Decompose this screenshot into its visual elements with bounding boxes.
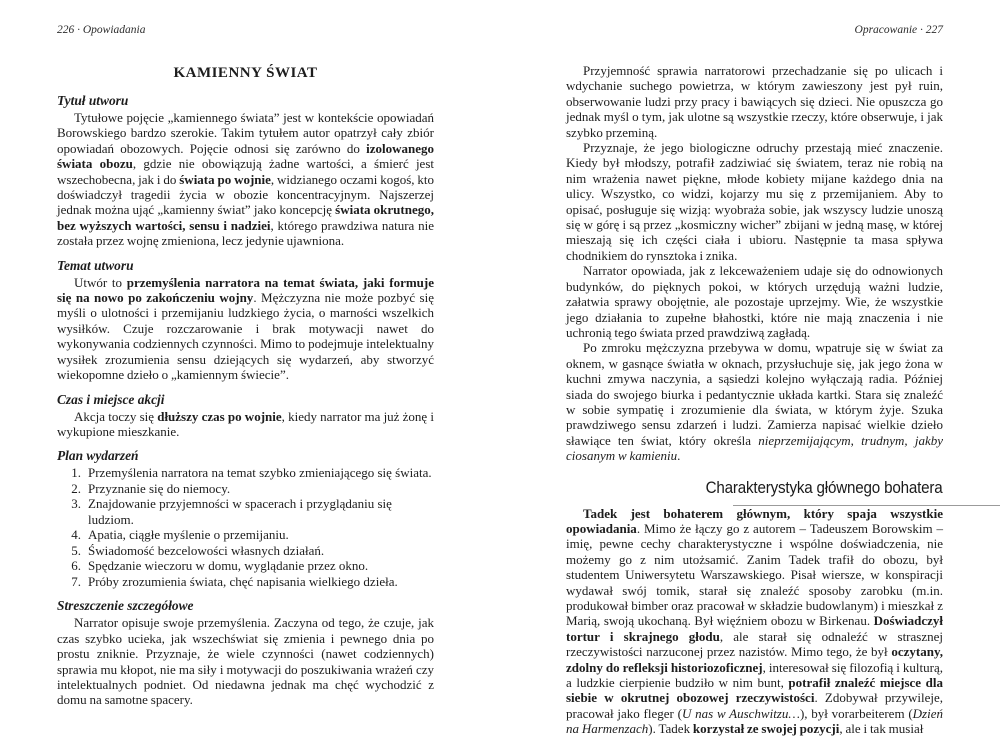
paragraph-walks: Przyjemność sprawia narratorowi przechadzanie się po ulicach i wdychanie suchego powietrza, w którym zawieszony jest pył ruin, obserwowanie ludzi przy pracy i bawiących się dzieci. Nie opuszcza go jednak myśl o tym, jak ulotne są wszystkie rzeczy, które obserwuje, i jak szybko przeminą. — [566, 63, 943, 140]
list-item-number: 4. — [71, 527, 81, 543]
list-item — [65, 558, 434, 574]
list-item — [65, 543, 434, 559]
list-item-number: 1. — [71, 465, 81, 481]
paragraph-streszczenie: Narrator opisuje swoje przemyślenia. Zaczyna od tego, że czuje, jak czas szybko ucieka, jak wszechświat się zmienia i pewnego dnia po prostu zniknie. Przyznaje, że wiele czynności (nawet codziennych) sprawia mu kłopot, nie ma siły i motywacji do poszukiwania wrażeń czy intelektualnych podniet. Od niedawna jednak ma chęć wychodzić z domu na samotne spacery. — [57, 615, 434, 708]
list-item-text: Próby zrozumienia świata, chęć napisania wielkiego dzieła. — [88, 573, 398, 589]
paragraph-evening-at-home: Po zmroku mężczyzna przebywa w domu, wpatruje się w świat za oknem, w gasnące światła w oknach, przysłuchuje się, jak jego żona w kuchni zmywa naczynia, a sąsiedzi kolejno wyłączają radia. Później siada do swojego biurka i pedantycznie układa kartki. Stara się znaleźć w sobie sympatię i zrozumienie dla świata, w którym żyje. Szuka prawdziwego sensu zdarzeń i ludzi. Zamierza napisać wielkie dzieło sławiące ten świat, który określa nieprzemijającym, trudnym, jakby ciosanym w kamieniu. — [566, 340, 943, 464]
list-item-text: Znajdowanie przyjemności w spacerach i przyglądaniu się ludziom. — [88, 496, 392, 527]
paragraph-temat-utworu: Utwór to przemyślenia narratora na temat świata, jaki formuje się na nowo po zakończeniu wojny. Mężczyzna nie może pozbyć się myśli o ulotności i przemijaniu ludzkiego życia, o marności wszelkich wysiłków. Czuje rozczarowanie i brak motywacji nawet do wykonywania codziennych czynności. Mimo to podejmuje intelektualny wysiłek zrozumienia sensu dziejących się wydarzeń, aby stworzyć wiekopomne dzieło o „kamiennym świecie”. — [57, 274, 434, 383]
paragraph-czas-i-miejsce: Akcja toczy się dłuższy czas po wojnie, kiedy narrator ma już żonę i wykupione mieszkanie. — [57, 408, 434, 439]
section-temat-utworu — [57, 258, 434, 383]
chapter-heading-block — [566, 479, 943, 506]
list-item — [65, 465, 434, 481]
list-item-number: 3. — [71, 496, 81, 512]
section-tytul-utworu — [57, 93, 434, 249]
list-item-number: 7. — [71, 573, 81, 589]
list-item-number: 5. — [71, 542, 81, 558]
right-page — [566, 24, 943, 737]
paragraph-tadek-characterization: Tadek jest bohaterem głównym, który spaja wszystkie opowiadania. Mimo że łączy go z autorem – Tadeuszem Borowskim – imię, pewne cechy charakterystyczne i wspólne doświadczenia, nie możemy go z nim utożsamić. Zanim Tadek trafił do obozu, był studentem Uniwersytetu Warszawskiego. Pisał wiersze, w konspiracji wydawał swój tomik, starał się znaleźć sposoby zarobku (m.in. produkował bimber oraz pracował w składzie budowlanym) i mieszkał z Marią, swoją ukochaną. Był więźniem obozu w Birkenau. Doświadczył tortur i skrajnego głodu, ale starał się odnaleźć w strasznej rzeczywistości narzuconej przez nazistów. Mimo tego, że był oczytany, zdolny do refleksji historiozoficznej, interesował się filozofią i kulturą, a ludzkie cierpienie budziło w nim bunt, potrafił znaleźć miejsce dla siebie w okrutnej obozowej rzeczywistości. Zdobywał przywileje, pracował jako fleger (U nas w Auschwitzu…), był vorarbeiterem (Dzień na Harmenzach). Tadek korzystał ze swojej pozycji, ale i tak musiał — [566, 505, 943, 737]
list-item-text: Świadomość bezcelowości własnych działań. — [88, 542, 325, 558]
list-item — [65, 481, 434, 497]
section-plan-wydarzen — [57, 448, 434, 589]
list-item-text: Spędzanie wieczoru w domu, wyglądanie przez okno. — [88, 558, 369, 574]
story-title: KAMIENNY ŚWIAT — [173, 65, 318, 81]
event-plan-list — [57, 465, 434, 589]
section-heading-temat-utworu: Temat utworu — [57, 257, 134, 273]
list-item-number: 6. — [71, 558, 81, 574]
chapter-heading: Charakterystyka głównego bohatera — [706, 478, 943, 497]
paragraph-renovated-buildings: Narrator opowiada, jak z lekceważeniem udaje się do odnowionych budynków, do pięknych pokoi, w których urzędują ważni ludzie, załatwia sprawy obojętnie, ale pozostaje uprzejmy. Wie, że wszystkie jego działania to zupełne błahostki, które nie mają znaczenia i nie uchronią tego świata przed prawdziwą zagładą. — [566, 263, 943, 340]
section-heading-streszczenie: Streszczenie szczegółowe — [57, 598, 194, 614]
left-page-header: 226 · Opowiadania — [57, 24, 146, 36]
section-heading-plan-wydarzen: Plan wydarzeń — [57, 448, 139, 464]
section-streszczenie — [57, 598, 434, 707]
list-item — [65, 574, 434, 590]
list-item-text: Przyznanie się do niemocy. — [88, 480, 231, 496]
paragraph-tytul-utworu: Tytułowe pojęcie „kamiennego świata” jest w kontekście opowiadań Borowskiego bardzo szerokie. Takim tytułem autor opatrzył cały zbiór opowiadań obozowych. Pojęcie odnosi się zarówno do izolowanego świata obozu, gdzie nie obowiązują żadne wartości, a śmierć jest wszechobecna, jak i do świata po wojnie, widzianego oczami kogoś, kto doświadczył tragedii życia w obozie koncentracyjnym. Najszerzej jednak można ująć „kamienny świat” jako koncepcję świata okrutnego, bez wyższych wartości, sensu i nadziei, którego prawdziwa natura nie została przez wojnę zmieniona, lecz jedynie ujawniona. — [57, 110, 434, 249]
list-item-text: Przemyślenia narratora na temat szybko zmieniającego się świata. — [88, 465, 432, 481]
left-page — [57, 24, 434, 708]
list-item — [65, 496, 434, 527]
list-item-number: 2. — [71, 480, 81, 496]
list-item-text: Apatia, ciągłe myślenie o przemijaniu. — [88, 527, 289, 543]
section-czas-i-miejsce — [57, 392, 434, 440]
paragraph-biological-reflexes: Przyznaje, że jego biologiczne odruchy przestają mieć znaczenie. Kiedy był młodszy, potrafił zadziwiać się światem, teraz nie robią na nim wrażenia nawet piękne, młode kobiety mijane każdego dnia na ulicy. Wszystko, co widzi, kojarzy mu się z przemijaniem. Aby to opisać, posługuje się wizją: wyobraża sobie, jak wszyscy ludzie unoszą się w górę i są przez „kosmiczny wicher” zbijani w jedną masę, w której mieszają się ich części ciała i ubioru. Następnie ta masa spływa chodnikiem do rynsztoka i znika. — [566, 140, 943, 263]
right-page-header: Opracowanie · 227 — [854, 24, 943, 36]
section-heading-tytul-utworu: Tytuł utworu — [57, 93, 129, 108]
list-item — [65, 527, 434, 543]
section-heading-czas-i-miejsce: Czas i miejsce akcji — [57, 391, 165, 407]
